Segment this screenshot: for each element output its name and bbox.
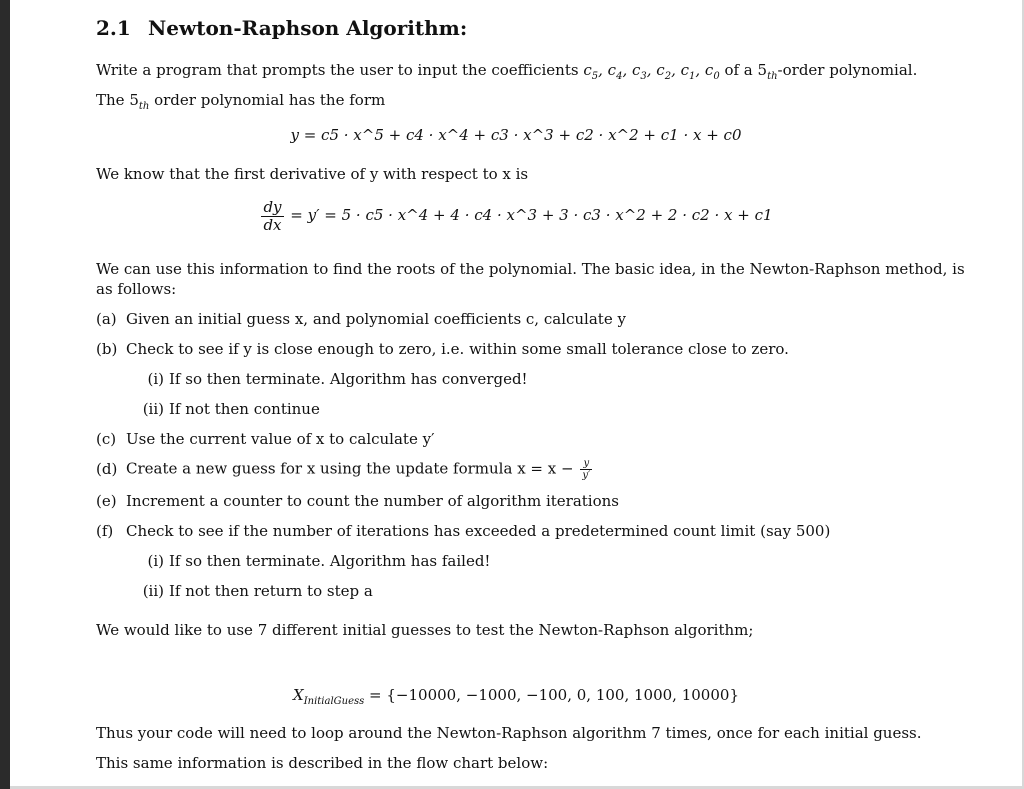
step-f-text: Check to see if the number of iterations has exceeded a predetermined count limit (say 500) — [126, 522, 831, 540]
order-base-2: 5 — [129, 91, 139, 109]
method-text-line2: as follows: — [96, 280, 177, 298]
order-label-2 — [129, 91, 150, 112]
step-b-ii-text: If not then continue — [169, 400, 320, 418]
derivative-intro-text: We know that the first derivative of y with respect to x is — [96, 165, 529, 183]
step-d-label: (d) — [96, 459, 118, 478]
derivative-rhs: = y′ = 5 · c5 · x^4 + 4 · c4 · x^3 + 3 · c3 · x^2 + 2 · c2 · x + c1 — [290, 206, 773, 224]
step-b-ii — [138, 400, 320, 418]
step-d — [96, 458, 594, 481]
intro-text-1: Write a program that prompts the user to input the coefficients — [96, 61, 584, 79]
method-text-line1: We can use this information to find the roots of the polynomial. The basic idea, in the Newton-Raphson method, is — [96, 260, 965, 278]
update-fraction — [580, 458, 592, 481]
paragraph-form — [96, 91, 386, 112]
step-b-i-text: If so then terminate. Algorithm has converged! — [169, 370, 528, 388]
step-f-label: (f) — [96, 522, 114, 540]
form-text-1: The — [96, 91, 130, 109]
section-heading — [96, 16, 467, 40]
section-number: 2.1 — [96, 16, 131, 40]
flowchart-text: This same information is described in the flow chart below: — [96, 754, 549, 772]
section-title: Newton-Raphson Algorithm: — [148, 16, 468, 40]
derivative-equation — [10, 199, 1022, 233]
step-f-ii-label: (ii) — [142, 582, 164, 600]
derivative-fraction — [261, 199, 283, 233]
form-text-2: order polynomial has the form — [149, 91, 386, 109]
step-e-text: Increment a counter to count the number of algorithm iterations — [126, 492, 619, 510]
step-b-i — [138, 370, 528, 388]
derivative-numerator: dy — [263, 198, 282, 216]
step-f-i-label: (i) — [147, 552, 164, 570]
step-f-ii — [138, 582, 373, 600]
guess-set: = {−10000, −1000, −100, 0, 100, 1000, 10000} — [364, 686, 739, 704]
step-b-label: (b) — [96, 340, 118, 358]
step-b-text: Check to see if y is close enough to zero, i.e. within some small tolerance close to zero. — [126, 340, 789, 358]
step-e-label: (e) — [96, 492, 117, 510]
step-f-ii-text: If not then return to step a — [169, 582, 373, 600]
paragraph-loop — [96, 724, 922, 742]
paragraph-derivative — [96, 165, 528, 183]
step-c — [96, 430, 434, 448]
update-numerator: y — [580, 458, 592, 470]
step-f — [96, 522, 830, 540]
viewer-left-bar — [0, 0, 10, 789]
step-d-text: Create a new guess for x using the update formula x = x − — [126, 459, 579, 478]
step-f-i-text: If so then terminate. Algorithm has failed! — [169, 552, 491, 570]
paragraph-intro — [96, 61, 918, 82]
update-denominator: y′ — [582, 470, 591, 481]
intro-text-2: of a — [719, 61, 758, 79]
coefficient-list: $c_5$, $c_4$, $c_3$, $c_2$, $c_1$, $c_0$ — [583, 61, 720, 82]
guess-subscript: InitialGuess — [303, 696, 365, 707]
initial-guess-equation — [10, 686, 1022, 707]
step-a-label: (a) — [96, 310, 117, 328]
order-label — [757, 61, 778, 82]
step-c-label: (c) — [96, 430, 117, 448]
step-a — [96, 310, 626, 328]
step-b-i-label: (i) — [147, 370, 164, 388]
order-base: 5 — [757, 61, 768, 79]
paragraph-method-line1 — [96, 260, 965, 278]
polynomial-equation-text: y = c5 · x^5 + c4 · x^4 + c3 · x^3 + c2 · x^2 + c1 · x + c0 — [290, 126, 742, 144]
intro-text-3: -order polynomial. — [777, 61, 918, 79]
step-b-ii-label: (ii) — [142, 400, 164, 418]
document-page — [10, 0, 1022, 786]
step-f-i — [138, 552, 490, 570]
step-e — [96, 492, 619, 510]
step-a-text: Given an initial guess x, and polynomial coefficients c, calculate y — [126, 310, 626, 328]
derivative-denominator: dx — [263, 215, 282, 234]
polynomial-equation — [10, 126, 1022, 144]
guess-symbol: X — [293, 686, 304, 704]
paragraph-flowchart — [96, 754, 548, 772]
loop-text: Thus your code will need to loop around the Newton-Raphson algorithm 7 times, once for each initial guess. — [96, 724, 922, 742]
step-b — [96, 340, 789, 358]
guesses-intro-text: We would like to use 7 different initial guesses to test the Newton-Raphson algorithm; — [96, 621, 754, 639]
step-c-text: Use the current value of x to calculate y′ — [126, 430, 435, 448]
order-sub-2: th — [138, 101, 150, 112]
order-sub: th — [767, 71, 778, 82]
paragraph-method-line2 — [96, 280, 176, 298]
paragraph-guesses — [96, 621, 753, 639]
